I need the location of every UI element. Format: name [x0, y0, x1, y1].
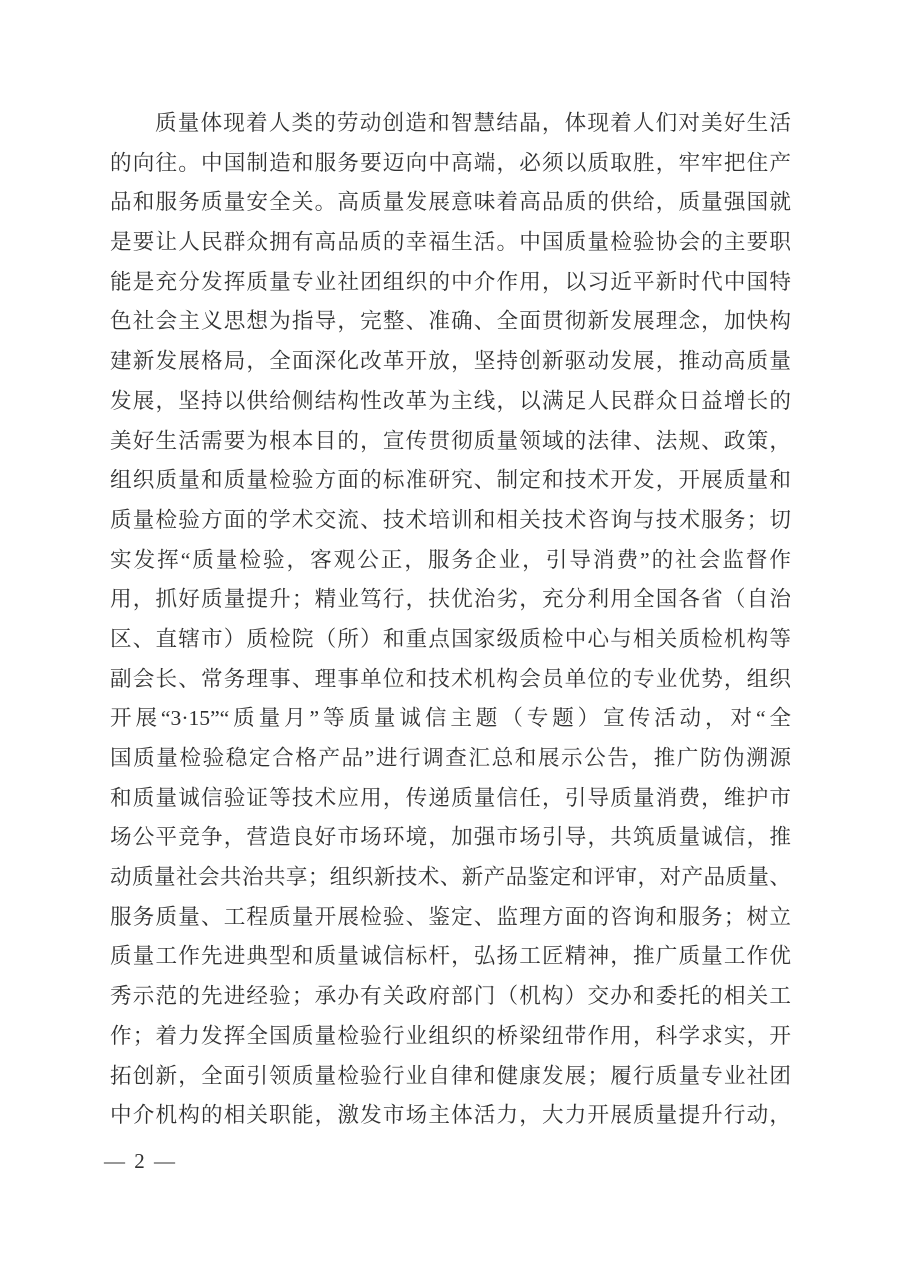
paragraph-line: 拓创新，全面引领质量检验行业自律和健康发展；履行质量专业社团	[110, 1063, 791, 1088]
paragraph-line: 动质量社会共治共享；组织新技术、新产品鉴定和评审，对产品质量、	[110, 865, 791, 890]
paragraph-line: 是要让人民群众拥有高品质的幸福生活。中国质量检验协会的主要职	[110, 230, 791, 255]
paragraph-line: 用，抓好质量提升；精业笃行，扶优治劣，充分利用全国各省（自治	[110, 587, 791, 612]
paragraph-line: 开展“3·15”“质量月”等质量诚信主题（专题）宣传活动，对“全	[110, 706, 791, 731]
paragraph-line: 发展，坚持以供给侧结构性改革为主线，以满足人民群众日益增长的	[110, 388, 791, 413]
page-number: — 2 —	[104, 1149, 177, 1173]
paragraph-line: 秀示范的先进经验；承办有关政府部门（机构）交办和委托的相关工	[110, 984, 791, 1009]
paragraph-line: 组织质量和质量检验方面的标准研究、制定和技术开发，开展质量和	[110, 468, 791, 493]
paragraph-line: 国质量检验稳定合格产品”进行调查汇总和展示公告，推广防伪溯源	[110, 746, 791, 770]
paragraph-line: 质量工作先进典型和质量诚信标杆，弘扬工匠精神，推广质量工作优	[110, 944, 791, 969]
paragraph-line: 区、直辖市）质检院（所）和重点国家级质检中心与相关质检机构等	[110, 626, 791, 651]
paragraph-line: 作；着力发挥全国质量检验行业组织的桥梁纽带作用，科学求实，开	[110, 1023, 791, 1048]
paragraph-line: 质量体现着人类的劳动创造和智慧结晶，体现着人们对美好生活	[155, 111, 791, 135]
paragraph-line: 实发挥“质量检验，客观公正，服务企业，引导消费”的社会监督作	[110, 547, 791, 572]
paragraph-line: 场公平竞争，营造良好市场环境，加强市场引导，共筑质量诚信，推	[110, 825, 791, 850]
paragraph-line: 色社会主义思想为指导，完整、准确、全面贯彻新发展理念，加快构	[110, 309, 791, 334]
paragraph-line: 服务质量、工程质量开展检验、鉴定、监理方面的咨询和服务；树立	[110, 904, 791, 929]
paragraph-line: 和质量诚信验证等技术应用，传递质量信任，引导质量消费，维护市	[110, 785, 791, 810]
paragraph-line: 的向往。中国制造和服务要迈向中高端，必须以质取胜，牢牢把住产	[110, 150, 791, 175]
paragraph-line: 建新发展格局，全面深化改革开放，坚持创新驱动发展，推动高质量	[110, 349, 791, 374]
paragraph-line: 美好生活需要为根本目的，宣传贯彻质量领域的法律、法规、政策，	[110, 428, 791, 453]
paragraph-line: 中介机构的相关职能，激发市场主体活力，大力开展质量提升行动，	[110, 1103, 791, 1128]
paragraph-line: 能是充分发挥质量专业社团组织的中介作用，以习近平新时代中国特	[110, 269, 791, 294]
paragraph-line: 质量检验方面的学术交流、技术培训和相关技术咨询与技术服务；切	[110, 507, 791, 532]
document-body	[110, 104, 791, 1136]
paragraph-line: 副会长、常务理事、理事单位和技术机构会员单位的专业优势，组织	[110, 666, 791, 691]
paragraph-line: 品和服务质量安全关。高质量发展意味着高品质的供给，质量强国就	[110, 190, 791, 215]
